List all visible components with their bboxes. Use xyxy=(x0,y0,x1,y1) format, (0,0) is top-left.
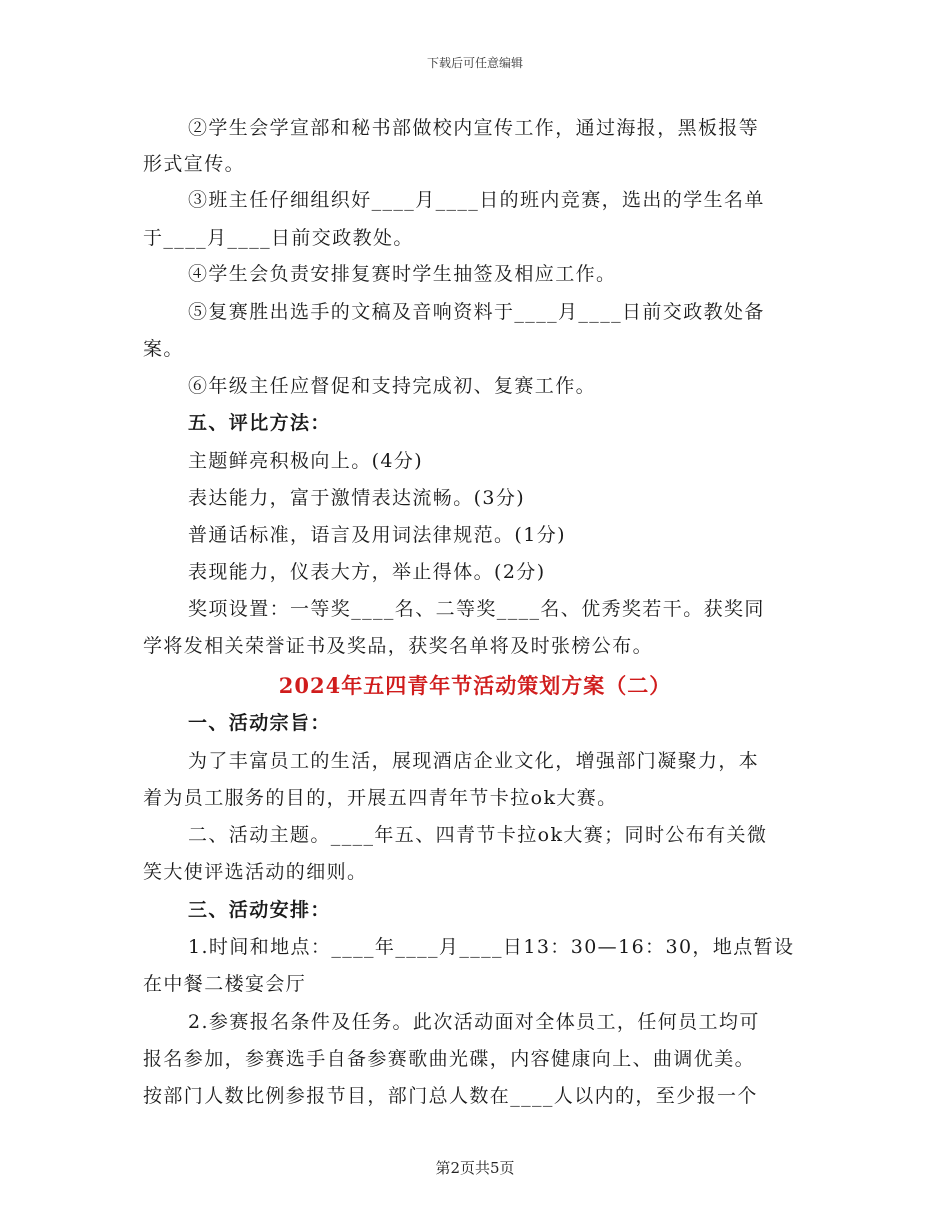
text-line: 在中餐二楼宴会厅 xyxy=(143,973,307,995)
text-line: 笑大使评选活动的细则。 xyxy=(143,861,368,883)
text-line: 着为员工服务的目的，开展五四青年节卡拉ok大赛。 xyxy=(143,787,618,809)
page-header: 下载后可任意编辑 xyxy=(426,56,523,70)
text-line: 二、活动主题。____年五、四青节卡拉ok大赛；同时公布有关微 xyxy=(188,824,768,846)
section-heading: 三、活动安排： xyxy=(188,899,331,921)
text-line: 为了丰富员工的生活，展现酒店企业文化，增强部门凝聚力，本 xyxy=(188,750,760,772)
text-line: 形式宣传。 xyxy=(143,153,246,175)
text-line: ⑤复赛胜出选手的文稿及音响资料于____月____日前交政教处备 xyxy=(188,301,765,323)
text-line: ④学生会负责安排复赛时学生抽签及相应工作。 xyxy=(188,263,617,285)
document-title: 2024年五四青年节活动策划方案（二） xyxy=(278,673,672,698)
text-line: 普通话标准，语言及用词法律规范。(1分) xyxy=(188,524,566,546)
text-line: 2.参赛报名条件及任务。此次活动面对全体员工，任何员工均可 xyxy=(188,1011,760,1033)
text-line: 报名参加，参赛选手自备参赛歌曲光碟，内容健康向上、曲调优美。 xyxy=(143,1048,756,1070)
text-line: ③班主任仔细组织好____月____日的班内竞赛，选出的学生名单 xyxy=(188,189,765,211)
page-number: 第2页共5页 xyxy=(435,1159,515,1177)
section-heading: 一、活动宗旨： xyxy=(188,712,331,734)
text-line: 表达能力，富于激情表达流畅。(3分) xyxy=(188,487,526,509)
text-line: 奖项设置：一等奖____名、二等奖____名、优秀奖若干。获奖同 xyxy=(188,598,765,620)
text-line: 学将发相关荣誉证书及奖品，获奖名单将及时张榜公布。 xyxy=(143,635,654,657)
text-line: 表现能力，仪表大方，举止得体。(2分) xyxy=(188,561,546,583)
text-line: ⑥年级主任应督促和支持完成初、复赛工作。 xyxy=(188,375,597,397)
text-line: 案。 xyxy=(143,338,184,360)
section-heading: 五、评比方法： xyxy=(188,412,331,434)
text-line: 主题鲜亮积极向上。(4分) xyxy=(188,450,424,472)
text-line: 按部门人数比例参报节目，部门总人数在____人以内的，至少报一个 xyxy=(143,1085,758,1107)
text-line: 于____月____日前交政教处。 xyxy=(143,227,414,249)
text-line: 1.时间和地点：____年____月____日13：30—16：30，地点暂设 xyxy=(188,936,795,958)
text-line: ②学生会学宣部和秘书部做校内宣传工作，通过海报，黑板报等 xyxy=(188,117,760,139)
